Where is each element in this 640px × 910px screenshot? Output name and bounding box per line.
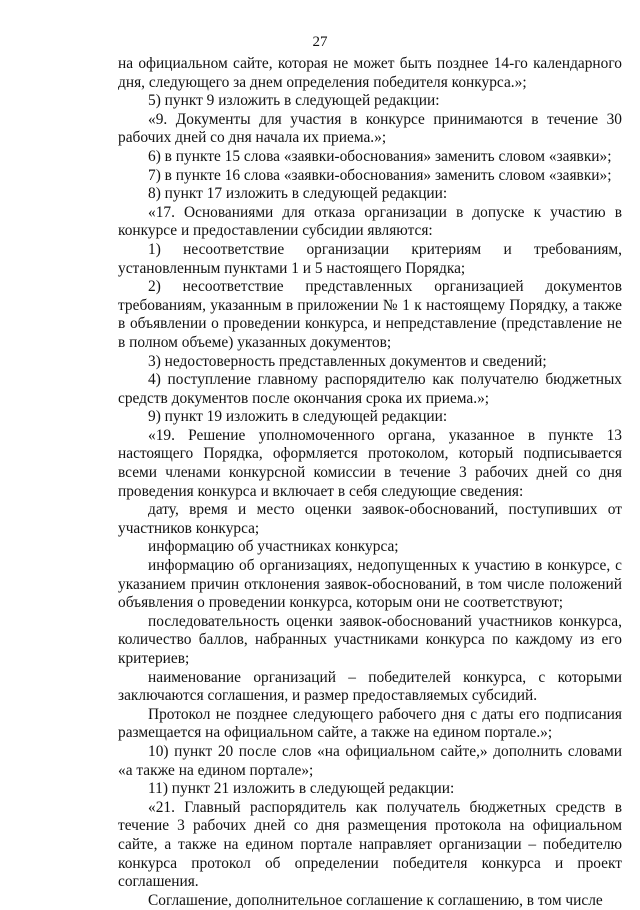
paragraph: 4) поступление главному распорядителю как получателю бюджетных средств документов после окончания срока их приема.»; [118,371,622,407]
paragraph: 6) в пункте 15 слова «заявки-обоснования» заменить словом «заявки»; [148,147,612,165]
page-number: 27 [312,34,328,50]
paragraph: 3) недостоверность представленных документов и сведений; [148,352,547,370]
paragraph: «21. Главный распорядитель как получатель бюджетных средств в течение 3 рабочих дней со дня размещения протокола на официальном сайте, а также на едином портале направляет организации – победителю конкурса протокол об определении победителя конкурса и проект соглашения. [118,798,622,891]
paragraph: 5) пункт 9 изложить в следующей редакции: [148,92,440,110]
document-body [118,55,622,910]
paragraph: «19. Решение уполномоченного органа, указанное в пункте 13 настоящего Порядка, оформляется протоколом, который подписывается всеми членами конкурсной комиссии в течение 3 рабочих дней со дня проведения конкурса и включает в себя следующие сведения: [118,426,622,500]
paragraph: 11) пункт 21 изложить в следующей редакции: [148,780,455,798]
paragraph: информацию об участниках конкурса; [148,538,399,556]
paragraph: на официальном сайте, которая не может быть позднее 14-го календарного дня, следующего за днем определения победителя конкурса.»; [118,55,622,91]
paragraph: 1) несоответствие организации критериям и требованиям, установленным пунктами 1 и 5 настоящего Порядка; [118,240,622,277]
paragraph: информацию об организациях, недопущенных к участию в конкурсе, с указанием причин отклонения заявок-обоснований, в том числе положений объявления о проведении конкурса, которым они не соответствуют; [118,557,622,612]
paragraph: «9. Документы для участия в конкурсе принимаются в течение 30 рабочих дней со дня начала их приема.»; [118,110,622,147]
paragraph: последовательность оценки заявок-обоснований участников конкурса, количество баллов, набранных участниками конкурса по каждому из его критериев; [118,612,622,667]
paragraph: наименование организаций – победителей конкурса, с которыми заключаются соглашения, и размер предоставляемых субсидий. [118,668,622,705]
paragraph: «17. Основаниями для отказа организации в допуске к участию в конкурсе и предоставлении субсидии являются: [118,203,622,240]
paragraph: Соглашение, дополнительное соглашение к соглашению, в том числе [148,891,603,909]
paragraph: 10) пункт 20 после слов «на официальном сайте,» дополнить словами «а также на едином портале»; [118,742,622,779]
paragraph: дату, время и место оценки заявок-обоснований, поступивших от участников конкурса; [118,501,622,537]
paragraph: Протокол не позднее следующего рабочего дня с даты его подписания размещается на официальном сайте, а также на едином портале.»; [118,705,622,742]
paragraph: 2) несоответствие представленных организацией документов требованиям, указанным в приложении № 1 к настоящему Порядку, а также в объявлении о проведении конкурса, и непредставление (представление не в полном объеме) указанных документов; [118,278,622,351]
paragraph: 7) в пункте 16 слова «заявки-обоснования» заменить словом «заявки»; [148,166,612,184]
paragraph: 8) пункт 17 изложить в следующей редакции: [148,185,448,203]
paragraph: 9) пункт 19 изложить в следующей редакции: [148,408,448,426]
